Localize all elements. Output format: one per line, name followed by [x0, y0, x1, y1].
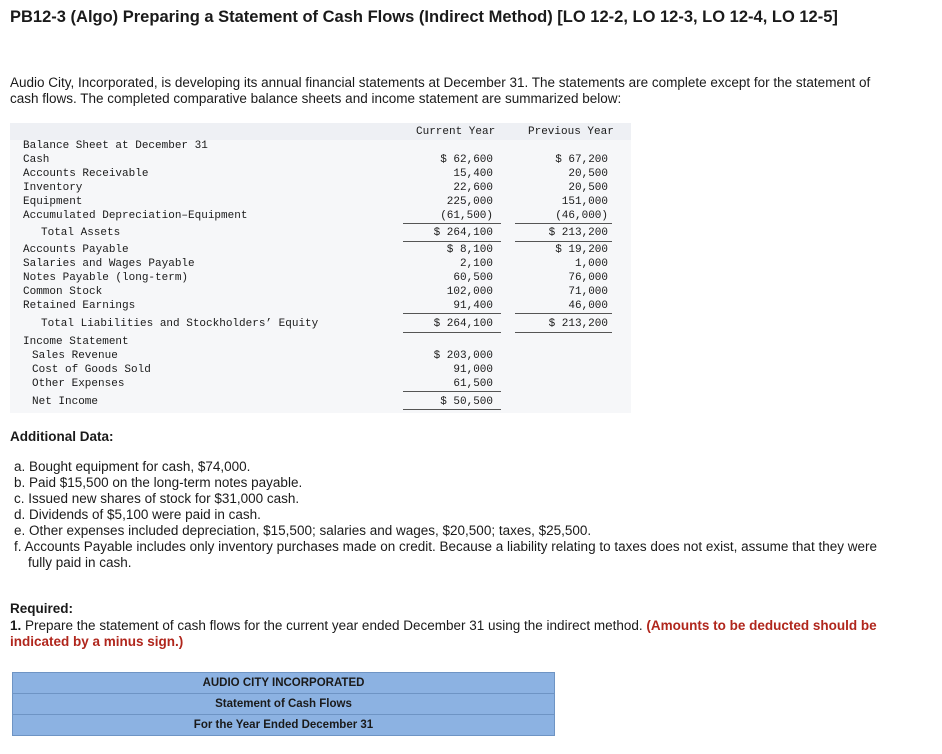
accum-dep-previous: (46,000): [555, 210, 608, 222]
underline: [515, 223, 612, 224]
cash-current: $ 62,600: [440, 154, 493, 166]
common-stock-current: 102,000: [446, 286, 493, 298]
list-item: f. Accounts Payable includes only inventory purchases made on credit. Because a liability relating to taxes does not exist, assume that they were fully paid in cash.: [14, 539, 877, 570]
row-label-retained: Retained Earnings: [23, 300, 136, 312]
underline: [403, 241, 501, 242]
underline: [403, 409, 501, 410]
total-liab-equity-previous: $ 213,200: [548, 318, 608, 330]
ap-previous: $ 19,200: [555, 244, 608, 256]
list-item: b. Paid $15,500 on the long-term notes payable.: [14, 475, 303, 490]
ar-current: 15,400: [453, 168, 493, 180]
row-label-other-expenses: Other Expenses: [32, 378, 125, 390]
list-item: a. Bought equipment for cash, $74,000.: [14, 459, 251, 474]
cash-flow-statement-header: [12, 672, 555, 736]
notes-current: 60,500: [453, 272, 493, 284]
row-label-ar: Accounts Receivable: [23, 168, 149, 180]
col-current-year: Current Year: [416, 126, 496, 138]
accum-dep-current: (61,500): [440, 210, 493, 222]
row-label-sales: Sales Revenue: [32, 350, 118, 362]
row-label-ap: Accounts Payable: [23, 244, 129, 256]
row-label-net-income: Net Income: [32, 396, 99, 408]
inventory-current: 22,600: [453, 182, 493, 194]
row-label-notes: Notes Payable (long-term): [23, 272, 189, 284]
required-text: [10, 618, 890, 650]
list-item: e. Other expenses included depreciation, $15,500; salaries and wages, $20,500; taxes, $25,500.: [14, 523, 592, 538]
sales-current: $ 203,000: [433, 350, 493, 362]
additional-data-list: [14, 459, 894, 571]
income-statement-header: Income Statement: [23, 336, 129, 348]
retained-current: 91,400: [453, 300, 493, 312]
net-income-current: $ 50,500: [440, 396, 493, 408]
underline: [403, 313, 501, 314]
equipment-previous: 151,000: [561, 196, 608, 208]
row-label-equipment: Equipment: [23, 196, 83, 208]
col-previous-year: Previous Year: [528, 126, 614, 138]
row-label-cash: Cash: [23, 154, 50, 166]
row-label-total-assets: Total Assets: [41, 227, 121, 239]
underline: [515, 313, 612, 314]
inventory-previous: 20,500: [568, 182, 608, 194]
underline: [403, 391, 501, 392]
required-number: 1.: [10, 618, 22, 633]
total-liab-equity-current: $ 264,100: [433, 318, 493, 330]
total-assets-current: $ 264,100: [433, 227, 493, 239]
retained-previous: 46,000: [568, 300, 608, 312]
underline: [403, 332, 501, 333]
required-note: (Amounts to be deducted should be indicated by a minus sign.): [10, 618, 877, 649]
salaries-current: 2,100: [459, 258, 493, 270]
ap-current: $ 8,100: [446, 244, 493, 256]
company-name: AUDIO CITY INCORPORATED: [202, 677, 365, 689]
total-assets-previous: $ 213,200: [548, 227, 608, 239]
balance-sheet-header: Balance Sheet at December 31: [23, 140, 208, 152]
row-label-inventory: Inventory: [23, 182, 83, 194]
row-label-cogs: Cost of Goods Sold: [32, 364, 151, 376]
salaries-previous: 1,000: [574, 258, 608, 270]
common-stock-previous: 71,000: [568, 286, 608, 298]
row-label-total-liab-equity: Total Liabilities and Stockholders’ Equity: [41, 318, 319, 330]
required-heading: Required:: [10, 601, 74, 616]
underline: [403, 223, 501, 224]
intro-text: Audio City, Incorporated, is developing its annual financial statements at December 31. The statements are complete except for the statement of cash flows. The completed comparative balance sheets and income statement are summarized below:: [10, 75, 871, 106]
underline: [515, 241, 612, 242]
equipment-current: 225,000: [446, 196, 493, 208]
underline: [515, 332, 612, 333]
page-title: PB12-3 (Algo) Preparing a Statement of Cash Flows (Indirect Method) [LO 12-2, LO 12-3, LO 12-4, LO 12-5]: [10, 8, 838, 26]
row-label-salaries: Salaries and Wages Payable: [23, 258, 195, 270]
cash-previous: $ 67,200: [555, 154, 608, 166]
list-item: d. Dividends of $5,100 were paid in cash.: [14, 507, 261, 522]
row-label-accum-dep: Accumulated Depreciation–Equipment: [23, 210, 248, 222]
additional-data-heading: Additional Data:: [10, 429, 114, 444]
statement-title: Statement of Cash Flows: [13, 693, 554, 714]
list-item: c. Issued new shares of stock for $31,000 cash.: [14, 491, 300, 506]
ar-previous: 20,500: [568, 168, 608, 180]
row-label-common-stock: Common Stock: [23, 286, 103, 298]
cogs-current: 91,000: [453, 364, 493, 376]
statement-period: For the Year Ended December 31: [13, 714, 554, 735]
other-expenses-current: 61,500: [453, 378, 493, 390]
notes-previous: 76,000: [568, 272, 608, 284]
required-instruction: Prepare the statement of cash flows for the current year ended December 31 using the indirect method.: [21, 618, 647, 633]
financial-statements-table: [10, 123, 631, 413]
